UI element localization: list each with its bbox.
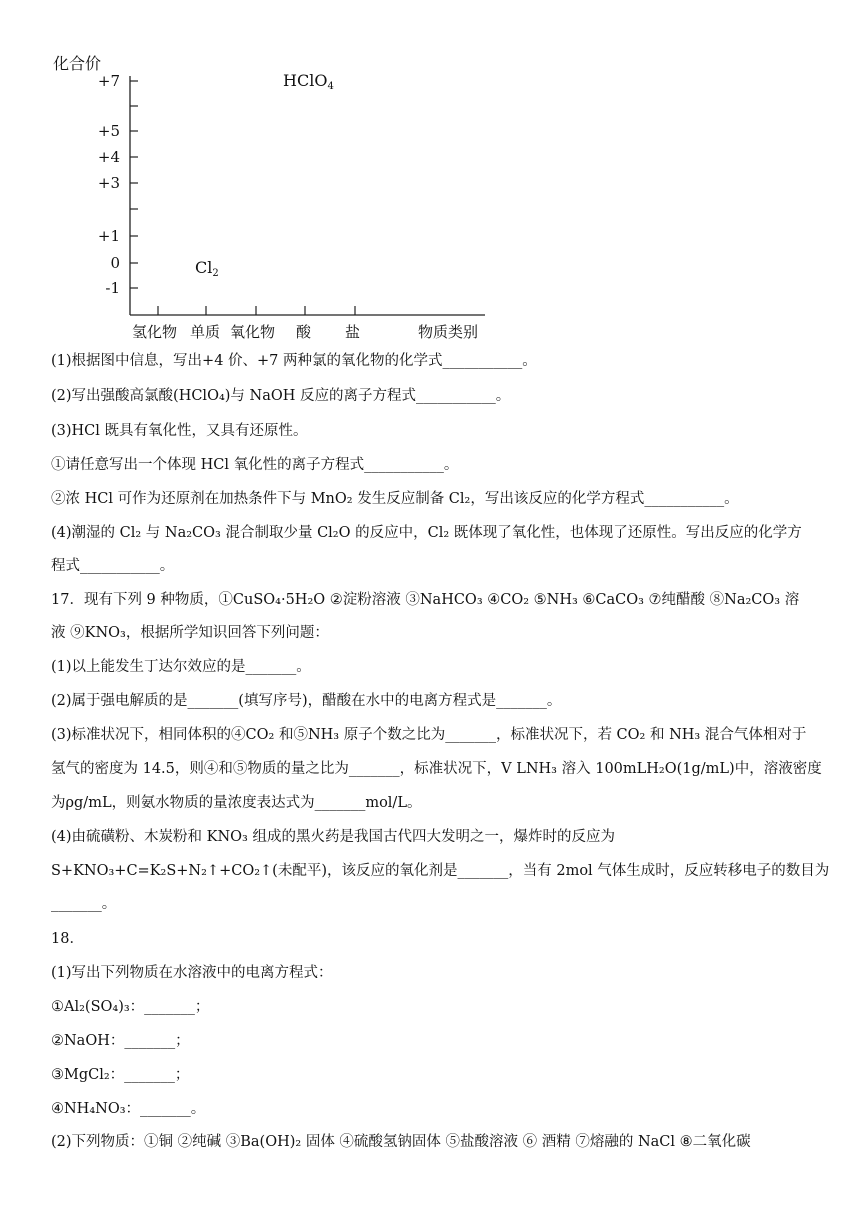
x-category-label: 酸	[296, 323, 312, 341]
x-category-label: 单质	[190, 323, 221, 341]
question-line: 为ρg/mL，则氨水物质的量浓度表达式为_______mol/L。	[51, 795, 422, 811]
question-line: ④NH₄NO₃：_______。	[51, 1101, 206, 1117]
question-line: 液 ⑨KNO₃，根据所学知识回答下列问题：	[51, 625, 329, 641]
question-line: (1)根据图中信息，写出+4 价、+7 两种氯的氧化物的化学式___________。	[51, 353, 537, 369]
y-axis-label: 化合价	[53, 54, 102, 73]
x-axis-ticks	[158, 306, 355, 315]
question-line: (1)以上能发生丁达尔效应的是_______。	[51, 659, 311, 675]
y-tick-label: +3	[97, 174, 120, 192]
question-line: (2)下列物质：①铜 ②纯碱 ③Ba(OH)₂ 固体 ④硫酸氢钠固体 ⑤盐酸溶液 ⑥ 酒精 ⑦熔融的 NaCl ⑧二氧化碳	[51, 1134, 751, 1150]
question-line: (2)写出强酸高氯酸(HClO₄)与 NaOH 反应的离子方程式___________。	[51, 388, 511, 404]
y-tick-label: -1	[105, 279, 120, 297]
question-line: ②NaOH：_______；	[51, 1033, 190, 1049]
question-line: (2)属于强电解质的是_______(填写序号)，醋酸在水中的电离方程式是_______。	[51, 693, 562, 709]
y-tick-label: +4	[97, 148, 120, 166]
question-line: (3)HCl 既具有氧化性，又具有还原性。	[51, 423, 308, 439]
question-line: (1)写出下列物质在水溶液中的电离方程式：	[51, 965, 333, 981]
y-tick-label: +7	[97, 72, 120, 90]
question-line: 17．现有下列 9 种物质，①CuSO₄·5H₂O ②淀粉溶液 ③NaHCO₃ ④CO₂ ⑤NH₃ ⑥CaCO₃ ⑦纯醋酸 ⑧Na₂CO₃ 溶	[51, 592, 800, 608]
question-line: ①Al₂(SO₄)₃：_______；	[51, 999, 210, 1015]
question-line: 程式___________。	[51, 558, 175, 574]
x-category-label: 盐	[345, 323, 361, 341]
x-category-label: 氢化物	[132, 323, 178, 341]
x-category-label: 氧化物	[230, 323, 276, 341]
y-tick-label: +1	[97, 227, 120, 245]
y-tick-label: +5	[97, 122, 120, 140]
question-line: ③MgCl₂：_______；	[51, 1067, 190, 1083]
question-line: (3)标准状况下，相同体积的④CO₂ 和⑤NH₃ 原子个数之比为_______，标准状况下，若 CO₂ 和 NH₃ 混合气体相对于	[51, 727, 807, 743]
question-line: (4)由硫磺粉、木炭粉和 KNO₃ 组成的黑火药是我国古代四大发明之一，爆炸时的反应为	[51, 829, 615, 845]
valence-category-figure	[40, 40, 510, 350]
point-label-hclo4: HClO$_4$	[283, 71, 334, 92]
x-axis-label: 物质类别	[418, 323, 479, 341]
question-line: (4)潮湿的 Cl₂ 与 Na₂CO₃ 混合制取少量 Cl₂O 的反应中，Cl₂ 既体现了氧化性，也体现了还原性。写出反应的化学方	[51, 525, 802, 541]
question-line: 氢气的密度为 14.5，则④和⑤物质的量之比为_______，标准状况下，V LNH₃ 溶入 100mLH₂O(1g/mL)中，溶液密度	[51, 761, 822, 777]
question-line: ①请任意写出一个体现 HCl 氧化性的离子方程式___________。	[51, 457, 459, 473]
point-label-cl2: $Cl_2$	[195, 258, 219, 279]
y-tick-label: 0	[110, 254, 120, 272]
question-line: S+KNO₃+C=K₂S+N₂↑+CO₂↑(未配平)，该反应的氧化剂是_______，当有 2mol 气体生成时，反应转移电子的数目为	[51, 863, 830, 879]
question-line: 18．	[51, 931, 84, 947]
question-line: ②浓 HCl 可作为还原剂在加热条件下与 MnO₂ 发生反应制备 Cl₂，写出该反应的化学方程式___________。	[51, 491, 739, 507]
question-line: _______。	[51, 896, 117, 912]
y-axis-ticks	[130, 81, 138, 288]
